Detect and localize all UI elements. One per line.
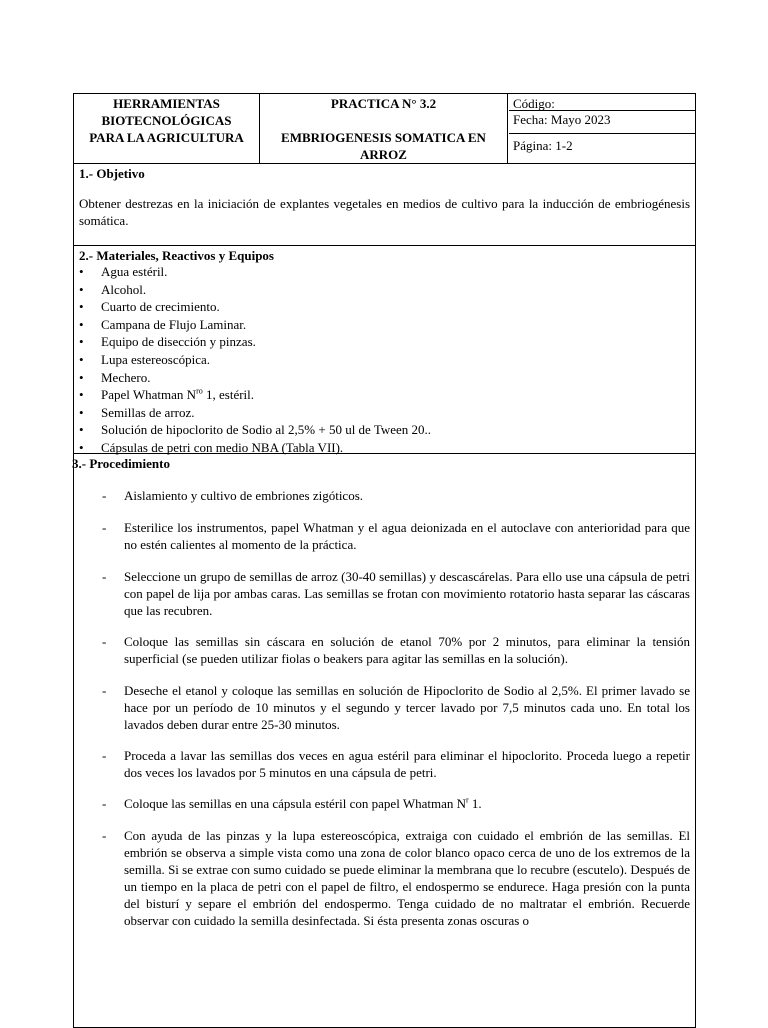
list-item: • Cuarto de crecimiento.	[79, 299, 220, 315]
code-label: Código:	[513, 96, 555, 111]
objective-title: 1.- Objetivo	[79, 166, 145, 181]
bullet-icon: •	[79, 281, 84, 297]
practice-title-line-1: EMBRIOGENESIS SOMATICA EN	[281, 130, 486, 145]
practice-title-line-2: ARROZ	[360, 147, 407, 162]
bullet-icon: •	[79, 351, 84, 367]
bullet-icon: •	[79, 299, 84, 315]
list-item: • Campana de Flujo Laminar.	[79, 316, 247, 332]
practice-number: PRACTICA N° 3.2	[330, 96, 437, 111]
list-item: • Agua estéril.	[79, 264, 168, 279]
bullet-icon: •	[79, 316, 84, 332]
bullet-icon: •	[79, 439, 84, 455]
course-title-line-3: PARA LA AGRICULTURA	[89, 130, 244, 145]
practice-title	[260, 129, 507, 163]
course-title-line-1: HERRAMIENTAS	[113, 96, 220, 111]
bullet-icon: •	[79, 334, 84, 350]
procedure-title: 3.- Procedimiento	[72, 456, 170, 471]
bullet-icon: •	[79, 422, 84, 438]
practice-document	[73, 93, 696, 1028]
meta-cell	[509, 94, 695, 163]
bullet-icon: •	[79, 387, 84, 403]
list-item: • Alcohol.	[79, 281, 147, 297]
list-item: • Cápsulas de petri con medio NBA (Tabla VII).	[79, 439, 344, 455]
bullet-icon: •	[79, 369, 84, 385]
list-item: • Solución de hipoclorito de Sodio al 2,5% + 50 ul de Tween 20..	[79, 422, 432, 438]
materials-section	[74, 245, 695, 454]
document-header	[74, 94, 695, 164]
bullet-icon: •	[79, 404, 84, 420]
list-item: • Equipo de disección y pinzas.	[79, 334, 256, 350]
objective-section	[74, 163, 695, 246]
list-item: • Papel Whatman $N^{ro}$ 1, estéril.	[79, 386, 255, 403]
course-title-cell	[74, 94, 260, 163]
list-item: • Mechero.	[79, 369, 151, 385]
bullet-icon: •	[79, 264, 84, 279]
materials-title: 2.- Materiales, Reactivos y Equipos	[79, 248, 274, 263]
materials-list	[74, 263, 431, 457]
objective-text: Obtener destrezas en la iniciación de explantes vegetales en medios de cultivo para la inducción de embriogénesis somática.	[79, 196, 690, 228]
list-item: • Lupa estereoscópica.	[79, 351, 211, 367]
procedure-section: 3.- Procedimiento - Aislamiento y cultivo de embriones zigóticos. - Esterilice los instrumentos, papel Whatman y el agua deionizada en el autoclave con anterioridad para que no estén calientes al momento de la práctica. - Seleccione un grupo de semillas de arroz (30-40 semillas) y descascárelas. Para ello use una cápsula de petri con papel de lija por ambas caras. Las semillas se frotan con movimiento rotatorio hasta separar las cáscaras que las recubren. - Coloque las semillas sin cáscara en solución de etanol 70% por 2 minutos, para eliminar la tensión superficial (se pueden utilizar fiolas o beakers para agitar las semillas en la solución). - Deseche el etanol y coloque las semillas en solución de Hipoclorito de Sodio al 2,5%. El primer lavado se hace por un período de 10 minutos y el segundo y tercer lavado por 7,5 minutos cada uno. En total los lavados deben durar entre 25-30 minutos. - Proceda a lavar las semillas dos veces en agua estéril para eliminar el hipoclorito. Proceda luego a repetir dos veces los lavados por 5 minutos en una cápsula de petri. - Coloque las semillas en una cápsula estéril con papel Whatman $N^r$ 1. - Con ayuda de las pinzas y la lupa estereoscópica, extraiga con cuidado el embrión de las semillas. El embrión se observa a simple vista como una zona de color blanco opaco cerca de uno de los extremos de la semilla. Si se extrae con sumo cuidado se puede eliminar la membrana que lo recubre (escutelo). Después de un tiempo en la placa de petri con el papel de filtro, el endospermo se endurece. Haga presión con la punta del bisturí y separe el embrión del endospermo. Tenga cuidado de no maltratar el embrión. Recuerde observar con cuidado la semilla desinfectada. Si ésta presenta zonas oscuras o	[72, 456, 690, 928]
practice-cell	[260, 94, 508, 163]
meta-divider	[509, 133, 695, 134]
list-item: • Semillas de arroz.	[79, 404, 195, 420]
course-title-line-2: BIOTECNOLÓGICAS	[101, 113, 232, 128]
date-label: Fecha: Mayo 2023	[513, 112, 611, 127]
page-label: Página: 1-2	[513, 138, 573, 153]
